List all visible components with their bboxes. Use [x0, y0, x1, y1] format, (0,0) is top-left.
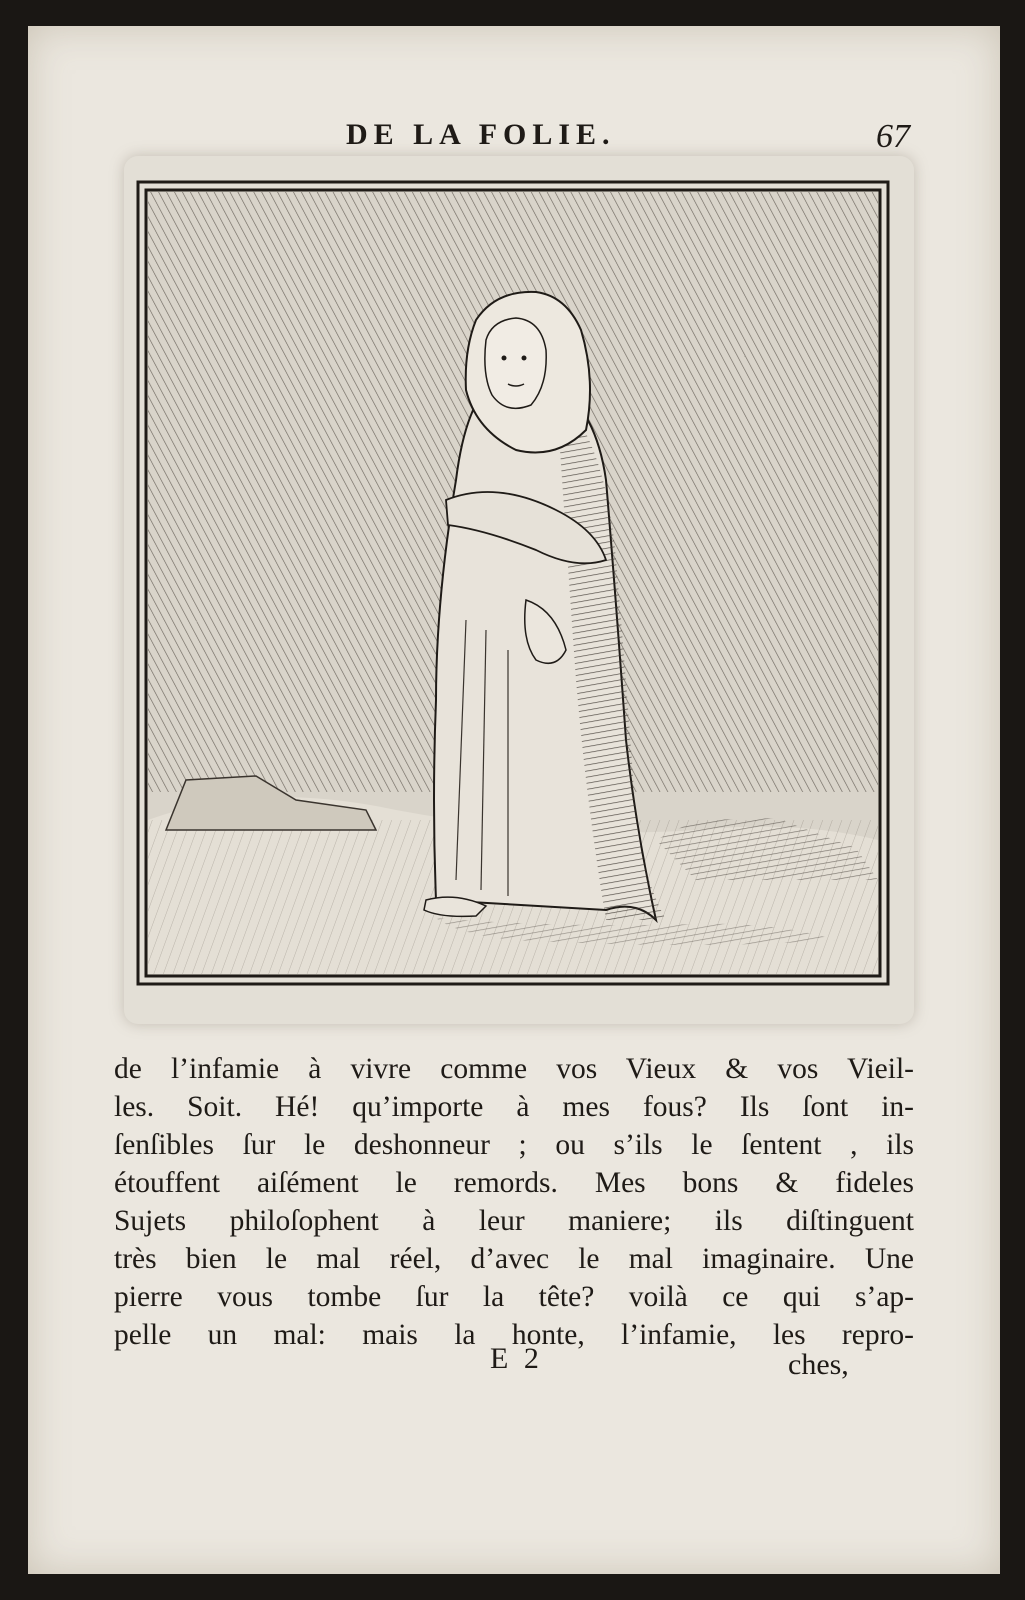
- text-line: pelle un mal: mais la honte, l’infamie, les repro-: [114, 1319, 914, 1351]
- running-head-title: DE LA FOLIE.: [346, 118, 616, 151]
- running-head: [28, 118, 1000, 158]
- signature-mark: E 2: [490, 1342, 543, 1375]
- engraved-illustration: [136, 180, 890, 986]
- text-line: pierre vous tombe ſur la tête? voilà ce qui s’ap-: [114, 1281, 914, 1313]
- text-line: ſenſibles ſur le deshonneur ; ou s’ils le ſentent , ils: [114, 1129, 914, 1161]
- text-line: Sujets philoſophent à leur maniere; ils diſtinguent: [114, 1205, 914, 1237]
- text-line: de l’infamie à vivre comme vos Vieux & vos Vieil-: [114, 1053, 914, 1085]
- catchword: ches,: [788, 1348, 849, 1381]
- body-text: [114, 1050, 914, 1354]
- text-line: très bien le mal réel, d’avec le mal imaginaire. Une: [114, 1243, 914, 1275]
- text-line: étouffent aiſément le remords. Mes bons & fideles: [114, 1167, 914, 1199]
- book-page: [28, 26, 1000, 1574]
- page-footer: [28, 1342, 1000, 1382]
- text-line: les. Soit. Hé! qu’importe à mes fous? Ils ſont in-: [114, 1091, 914, 1123]
- page-number: 67: [876, 118, 910, 155]
